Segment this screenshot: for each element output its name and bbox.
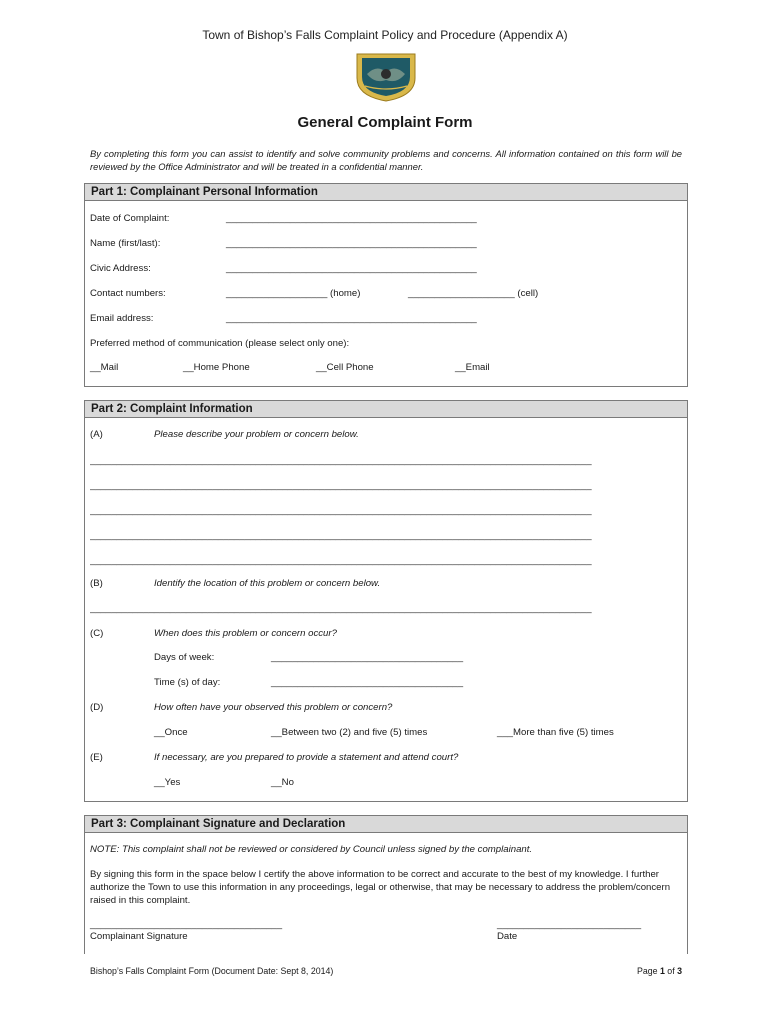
cell-phone-field[interactable]: ____________________ (cell): [408, 288, 539, 299]
time-of-day-label: Time (s) of day:: [154, 677, 221, 688]
document-header: Town of Bishop’s Falls Complaint Policy and Procedure (Appendix A): [202, 28, 568, 42]
description-line-5[interactable]: ______________________________________________________________________________________________: [90, 555, 592, 566]
description-line-1[interactable]: ______________________________________________________________________________________________: [90, 455, 592, 466]
description-line-4[interactable]: ______________________________________________________________________________________________: [90, 530, 592, 541]
option-email[interactable]: __Email: [455, 362, 490, 373]
home-phone-field[interactable]: ___________________ (home): [226, 288, 361, 299]
email-address-field[interactable]: _______________________________________________: [226, 313, 477, 324]
town-crest-logo: [353, 52, 419, 102]
civic-address-field[interactable]: _______________________________________________: [226, 263, 477, 274]
intro-paragraph: By completing this form you can assist to identify and solve community problems and concerns. All information contained on this form will be reviewed by the Office Administrator and will be treated in a confidential manner.: [90, 148, 682, 172]
item-b-label: (B): [90, 578, 103, 589]
page-prefix: Page: [636, 966, 660, 976]
page-of: of: [664, 966, 678, 976]
declaration-text: By signing this form in the space below I certify the above information to be correct and accurate to the best of my knowledge. I further authorize the Town to use this information in any proceedings, legal or otherwise, that may be necessary to address the problem/concern raised in this complaint.: [90, 869, 671, 906]
time-of-day-field[interactable]: ____________________________________: [271, 677, 464, 688]
signature-line[interactable]: ____________________________________: [90, 919, 283, 930]
item-b-prompt: Identify the location of this problem or concern below.: [154, 578, 381, 589]
option-cell-phone[interactable]: __Cell Phone: [316, 362, 374, 373]
item-a-prompt: Please describe your problem or concern below.: [154, 429, 359, 440]
option-between-two-five[interactable]: __Between two (2) and five (5) times: [271, 727, 428, 738]
description-line-2[interactable]: ______________________________________________________________________________________________: [90, 480, 592, 491]
contact-numbers-label: Contact numbers:: [90, 288, 166, 299]
option-home-phone[interactable]: __Home Phone: [183, 362, 250, 373]
name-label: Name (first/last):: [90, 238, 161, 249]
days-of-week-label: Days of week:: [154, 652, 215, 663]
date-of-complaint-field[interactable]: _______________________________________________: [226, 213, 477, 224]
option-more-than-five[interactable]: ___More than five (5) times: [497, 727, 614, 738]
page-total: 3: [677, 966, 682, 976]
preferred-method-label: Preferred method of communication (please select only one):: [90, 338, 350, 349]
item-e-label: (E): [90, 752, 103, 763]
form-title: General Complaint Form: [297, 114, 473, 131]
item-d-label: (D): [90, 702, 104, 713]
option-yes[interactable]: __Yes: [154, 777, 181, 788]
email-address-label: Email address:: [90, 313, 154, 324]
item-a-label: (A): [90, 429, 103, 440]
part3-heading: Part 3: Complainant Signature and Declaration: [85, 816, 687, 833]
option-no[interactable]: __No: [271, 777, 294, 788]
item-d-prompt: How often have your observed this problem or concern?: [154, 702, 393, 713]
days-of-week-field[interactable]: ____________________________________: [271, 652, 464, 663]
signature-date-line[interactable]: ___________________________: [497, 919, 642, 930]
item-c-prompt: When does this problem or concern occur?: [154, 628, 337, 639]
signature-label: Complainant Signature: [90, 931, 188, 942]
option-once[interactable]: __Once: [154, 727, 188, 738]
signature-date-label: Date: [497, 931, 518, 942]
item-e-prompt: If necessary, are you prepared to provide a statement and attend court?: [154, 752, 459, 763]
name-field[interactable]: _______________________________________________: [226, 238, 477, 249]
option-mail[interactable]: __Mail: [90, 362, 119, 373]
page-number: [637, 966, 682, 976]
part1-heading: Part 1: Complainant Personal Information: [85, 184, 687, 201]
item-c-label: (C): [90, 628, 104, 639]
civic-address-label: Civic Address:: [90, 263, 151, 274]
signature-note: NOTE: This complaint shall not be reviewed or considered by Council unless signed by the complainant.: [90, 844, 533, 855]
footer-document-info: Bishop’s Falls Complaint Form (Document Date: Sept 8, 2014): [90, 966, 334, 976]
part2-heading: Part 2: Complaint Information: [85, 401, 687, 418]
description-line-3[interactable]: ______________________________________________________________________________________________: [90, 505, 592, 516]
date-of-complaint-label: Date of Complaint:: [90, 213, 170, 224]
location-line[interactable]: ______________________________________________________________________________________________: [90, 603, 592, 614]
page-current: 1: [659, 966, 665, 976]
